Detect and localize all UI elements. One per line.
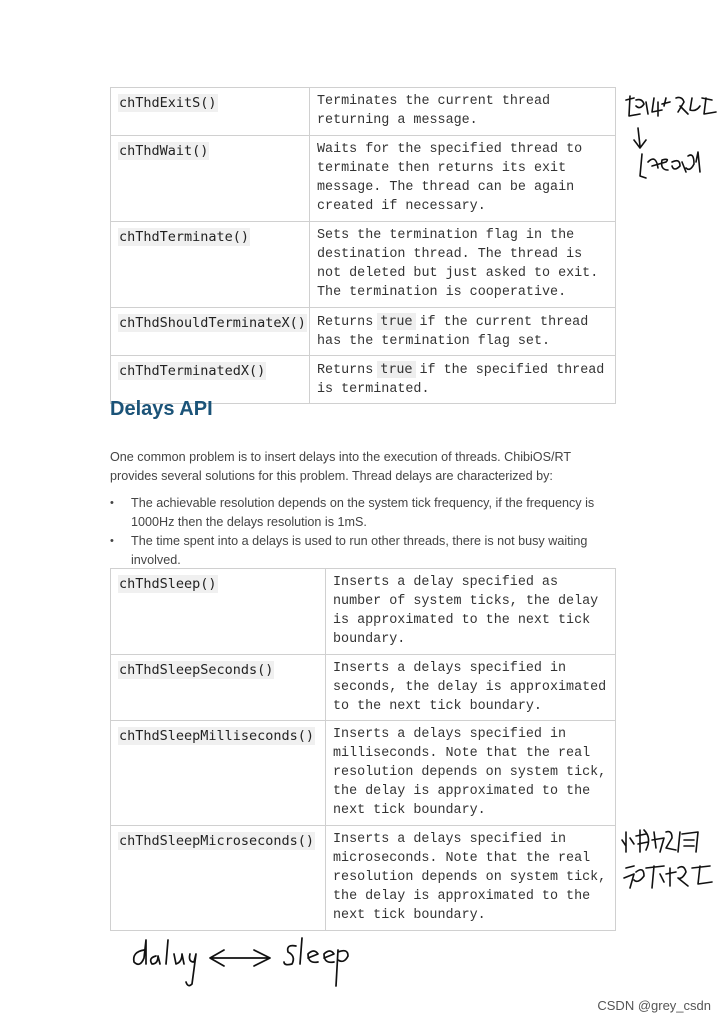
description-cell: Terminates the current thread returning a message.: [310, 88, 616, 136]
table-row: [111, 826, 616, 931]
description-cell: [310, 308, 616, 356]
table-row: [111, 655, 616, 721]
bullet-list: [110, 494, 610, 570]
function-cell: [111, 88, 310, 136]
handwritten-note-delay-sleep: [128, 936, 350, 992]
function-cell: [111, 655, 326, 721]
bullet-glyph: •: [110, 535, 114, 547]
function-cell: [111, 826, 326, 931]
intro-paragraph: One common problem is to insert delays into the execution of threads. ChibiOS/RT provides several solutions for this problem. Thread delays are characterized by:: [110, 450, 571, 483]
description-cell: Sets the termination flag in the destination thread. The thread is not deleted but just asked to exit. The termination is cooperative.: [310, 222, 616, 308]
function-cell: [111, 136, 310, 222]
description-text: if the specified thread is terminated.: [317, 363, 605, 397]
description-cell: Waits for the specified thread to terminate then returns its exit message. The thread can be again created if necessary.: [310, 136, 616, 222]
function-name: chThdSleepMilliseconds(): [119, 728, 315, 744]
function-name: chThdExitS(): [119, 95, 217, 111]
delays-api-table: [110, 568, 616, 931]
table-row: [111, 308, 616, 356]
list-item: [110, 494, 610, 532]
function-cell: [111, 222, 310, 308]
section-heading: Delays API: [110, 398, 213, 420]
description-cell: Inserts a delays specified in seconds, the delay is approximated to the next tick boundary.: [326, 655, 616, 721]
table-row: [111, 356, 616, 404]
table-row: [111, 136, 616, 222]
handwritten-note-exit: [622, 92, 722, 184]
watermark: CSDN @grey_csdn: [597, 998, 711, 1013]
function-cell: [111, 721, 326, 826]
function-name: chThdSleepMicroseconds(): [119, 833, 315, 849]
function-cell: [111, 308, 310, 356]
function-name: chThdTerminatedX(): [119, 363, 266, 379]
function-name: chThdWait(): [119, 143, 209, 159]
function-name: chThdSleepSeconds(): [119, 662, 274, 678]
handwritten-note-small-delay: [620, 822, 722, 892]
inline-code: true: [377, 361, 415, 378]
table-row: [111, 88, 616, 136]
description-cell: [310, 356, 616, 404]
list-item: [110, 532, 610, 570]
function-cell: [111, 356, 310, 404]
bullet-text: The time spent into a delays is used to run other threads, there is not busy waiting involved.: [131, 534, 588, 567]
bullet-glyph: •: [110, 497, 114, 509]
description-text: if the current thread has the termination flag set.: [317, 315, 589, 349]
function-name: chThdSleep(): [119, 576, 217, 592]
description-text: Returns: [317, 363, 374, 378]
function-cell: [111, 569, 326, 655]
description-text: Returns: [317, 315, 374, 330]
function-name: chThdTerminate(): [119, 229, 250, 245]
thread-api-table: [110, 87, 616, 404]
bullet-text: The achievable resolution depends on the system tick frequency, if the frequency is 1000Hz then the delays resolution is 1mS.: [131, 496, 595, 529]
function-name: chThdShouldTerminateX(): [119, 315, 306, 331]
inline-code: true: [377, 313, 415, 330]
description-cell: Inserts a delays specified in microseconds. Note that the real resolution depends on system tick, the delay is approximated to the next tick boundary.: [326, 826, 616, 931]
description-cell: Inserts a delay specified as number of system ticks, the delay is approximated to the next tick boundary.: [326, 569, 616, 655]
table-row: [111, 222, 616, 308]
table-row: [111, 721, 616, 826]
description-cell: Inserts a delays specified in milliseconds. Note that the real resolution depends on system tick, the delay is approximated to the next tick boundary.: [326, 721, 616, 826]
table-row: [111, 569, 616, 655]
